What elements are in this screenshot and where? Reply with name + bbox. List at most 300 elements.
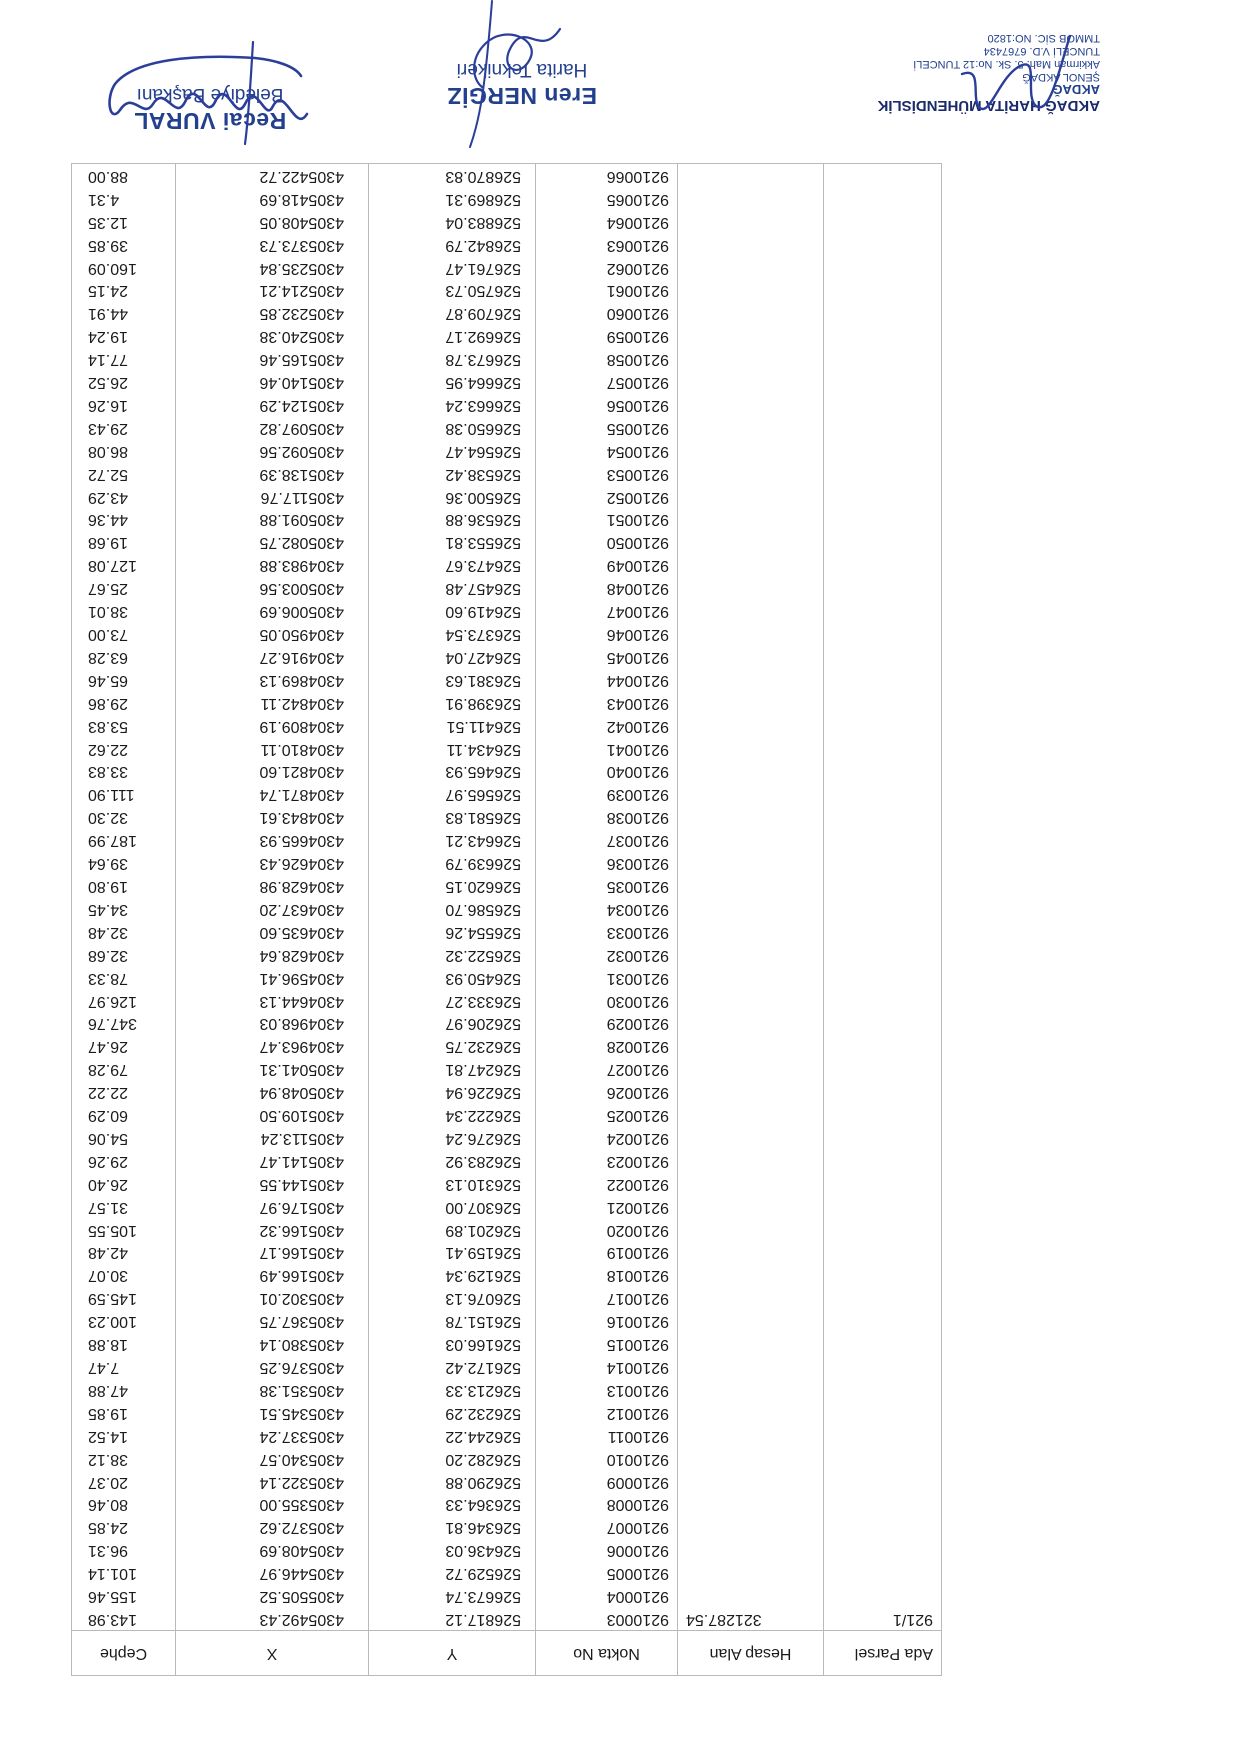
header-nokta-no: Nokta No — [536, 1631, 678, 1676]
cell-ada-parsel — [824, 1584, 942, 1607]
cell-ada-parsel — [824, 1218, 942, 1241]
cell-nokta-no: 9210045 — [536, 645, 678, 668]
cell-x: 4304963.47 — [176, 1034, 369, 1057]
cell-ada-parsel — [824, 233, 942, 256]
cell-x: 4305235.84 — [176, 256, 369, 279]
cell-y: 526581.83 — [369, 805, 536, 828]
table-row — [72, 691, 942, 714]
cell-hesap-alan — [678, 851, 824, 874]
cell-x: 4304983.88 — [176, 553, 369, 576]
cell-x: 4305041.31 — [176, 1057, 369, 1080]
cell-x: 4304810.11 — [176, 737, 369, 760]
cell-cephe: 38.01 — [72, 599, 176, 622]
cell-ada-parsel — [824, 1172, 942, 1195]
cell-y: 526536.88 — [369, 508, 536, 531]
cell-y: 526538.42 — [369, 462, 536, 485]
cell-nokta-no: 9210023 — [536, 1149, 678, 1172]
cell-x: 4305408.69 — [176, 1538, 369, 1561]
cell-ada-parsel — [824, 1401, 942, 1424]
cell-y: 526276.24 — [369, 1126, 536, 1149]
cell-y: 526436.03 — [369, 1538, 536, 1561]
cell-y: 526692.17 — [369, 324, 536, 347]
cell-y: 526411.51 — [369, 714, 536, 737]
cell-cephe: 16.26 — [72, 393, 176, 416]
cell-nokta-no: 9210032 — [536, 943, 678, 966]
cell-hesap-alan — [678, 1401, 824, 1424]
cell-hesap-alan — [678, 828, 824, 851]
cell-hesap-alan — [678, 1309, 824, 1332]
cell-hesap-alan — [678, 462, 824, 485]
cell-cephe: 44.91 — [72, 301, 176, 324]
table-row — [72, 233, 942, 256]
cell-nokta-no: 9210040 — [536, 760, 678, 783]
cell-y: 526457.48 — [369, 576, 536, 599]
cell-hesap-alan — [678, 1080, 824, 1103]
cell-x: 4304626.43 — [176, 851, 369, 874]
cell-nokta-no: 9210011 — [536, 1424, 678, 1447]
cell-cephe: 143.98 — [72, 1607, 176, 1630]
cell-x: 4305372.62 — [176, 1515, 369, 1538]
cell-ada-parsel — [824, 828, 942, 851]
cell-ada-parsel — [824, 1103, 942, 1126]
table-row — [72, 828, 942, 851]
cell-y: 526842.79 — [369, 233, 536, 256]
cell-ada-parsel — [824, 668, 942, 691]
cell-ada-parsel — [824, 1012, 942, 1035]
header-cephe: Cephe — [72, 1631, 176, 1676]
cell-cephe: 18.88 — [72, 1332, 176, 1355]
cell-hesap-alan — [678, 737, 824, 760]
cell-nokta-no: 9210009 — [536, 1470, 678, 1493]
cell-nokta-no: 9210053 — [536, 462, 678, 485]
cell-cephe: 105.55 — [72, 1218, 176, 1241]
cell-nokta-no: 9210058 — [536, 347, 678, 370]
cell-nokta-no: 9210031 — [536, 966, 678, 989]
table-row — [72, 622, 942, 645]
cell-cephe: 39.85 — [72, 233, 176, 256]
table-row — [72, 1012, 942, 1035]
cell-nokta-no: 9210055 — [536, 416, 678, 439]
stamp-signature — [950, 26, 1080, 136]
table-row — [72, 1424, 942, 1447]
cell-nokta-no: 9210050 — [536, 531, 678, 554]
mayor-name: Recai VURAL — [133, 108, 287, 134]
table-row — [72, 1286, 942, 1309]
cell-cephe: 160.09 — [72, 256, 176, 279]
cell-ada-parsel — [824, 531, 942, 554]
cell-nokta-no: 9210008 — [536, 1493, 678, 1516]
table-row — [72, 324, 942, 347]
cell-nokta-no: 9210033 — [536, 920, 678, 943]
cell-ada-parsel — [824, 1195, 942, 1218]
cell-nokta-no: 9210036 — [536, 851, 678, 874]
cell-y: 526761.47 — [369, 256, 536, 279]
cell-hesap-alan — [678, 1355, 824, 1378]
cell-nokta-no: 9210059 — [536, 324, 678, 347]
cell-y: 526346.81 — [369, 1515, 536, 1538]
cell-y: 526381.63 — [369, 668, 536, 691]
stamp-line: TUNCELİ V.D. 6767434 — [983, 45, 1100, 57]
cell-cephe: 111.90 — [72, 782, 176, 805]
cell-nokta-no: 9210020 — [536, 1218, 678, 1241]
cell-ada-parsel — [824, 943, 942, 966]
cell-nokta-no: 9210047 — [536, 599, 678, 622]
cell-y: 526166.03 — [369, 1332, 536, 1355]
cell-cephe: 39.64 — [72, 851, 176, 874]
cell-y: 526310.13 — [369, 1172, 536, 1195]
cell-x: 4305117.76 — [176, 485, 369, 508]
cell-x: 4305345.51 — [176, 1401, 369, 1424]
cell-nokta-no: 9210049 — [536, 553, 678, 576]
cell-hesap-alan — [678, 1447, 824, 1470]
cell-y: 526232.29 — [369, 1401, 536, 1424]
table-row — [72, 1218, 942, 1241]
cell-y: 526222.34 — [369, 1103, 536, 1126]
cell-hesap-alan — [678, 1103, 824, 1126]
cell-ada-parsel — [824, 966, 942, 989]
cell-y: 526172.42 — [369, 1355, 536, 1378]
table-row — [72, 1378, 942, 1401]
cell-hesap-alan — [678, 1493, 824, 1516]
cell-cephe: 34.45 — [72, 897, 176, 920]
cell-x: 4304871.74 — [176, 782, 369, 805]
cell-nokta-no: 9210034 — [536, 897, 678, 920]
table-row — [72, 576, 942, 599]
cell-cephe: 79.28 — [72, 1057, 176, 1080]
table-row — [72, 1080, 942, 1103]
cell-nokta-no: 9210060 — [536, 301, 678, 324]
table-row — [72, 485, 942, 508]
cell-hesap-alan — [678, 943, 824, 966]
cell-nokta-no: 9210016 — [536, 1309, 678, 1332]
table-row — [72, 1515, 942, 1538]
table-row — [72, 1149, 942, 1172]
cell-x: 4305176.97 — [176, 1195, 369, 1218]
cell-ada-parsel — [824, 1241, 942, 1264]
table-row — [72, 439, 942, 462]
cell-x: 4304869.13 — [176, 668, 369, 691]
cell-y: 526333.27 — [369, 989, 536, 1012]
cell-nokta-no: 9210056 — [536, 393, 678, 416]
cell-y: 526586.70 — [369, 897, 536, 920]
cell-x: 4305166.49 — [176, 1264, 369, 1287]
cell-cephe: 7.47 — [72, 1355, 176, 1378]
cell-nokta-no: 9210043 — [536, 691, 678, 714]
cell-ada-parsel — [824, 1378, 942, 1401]
cell-ada-parsel — [824, 370, 942, 393]
cell-nokta-no: 9210038 — [536, 805, 678, 828]
cell-ada-parsel — [824, 1080, 942, 1103]
cell-ada-parsel — [824, 1309, 942, 1332]
cell-hesap-alan — [678, 1286, 824, 1309]
cell-cephe: 19.80 — [72, 874, 176, 897]
cell-ada-parsel — [824, 553, 942, 576]
cell-hesap-alan — [678, 622, 824, 645]
cell-hesap-alan — [678, 645, 824, 668]
cell-y: 526620.15 — [369, 874, 536, 897]
cell-cephe: 26.47 — [72, 1034, 176, 1057]
cell-x: 4304843.61 — [176, 805, 369, 828]
cell-y: 526500.36 — [369, 485, 536, 508]
cell-cephe: 65.46 — [72, 668, 176, 691]
cell-hesap-alan — [678, 210, 824, 233]
cell-ada-parsel — [824, 874, 942, 897]
cell-y: 526290.88 — [369, 1470, 536, 1493]
table-row — [72, 1103, 942, 1126]
cell-y: 526398.91 — [369, 691, 536, 714]
cell-ada-parsel — [824, 576, 942, 599]
cell-x: 4304842.11 — [176, 691, 369, 714]
cell-x: 4305351.38 — [176, 1378, 369, 1401]
cell-hesap-alan — [678, 1218, 824, 1241]
cell-ada-parsel — [824, 324, 942, 347]
cell-hesap-alan — [678, 714, 824, 737]
table-row — [72, 805, 942, 828]
cell-y: 526673.74 — [369, 1584, 536, 1607]
cell-x: 4305165.46 — [176, 347, 369, 370]
cell-cephe: 24.85 — [72, 1515, 176, 1538]
cell-cephe: 63.28 — [72, 645, 176, 668]
cell-hesap-alan — [678, 393, 824, 416]
cell-x: 4305422.72 — [176, 164, 369, 187]
cell-x: 4305376.25 — [176, 1355, 369, 1378]
cell-hesap-alan — [678, 279, 824, 302]
cell-hesap-alan — [678, 1195, 824, 1218]
cell-cephe: 26.40 — [72, 1172, 176, 1195]
cell-x: 4305322.14 — [176, 1470, 369, 1493]
cell-hesap-alan — [678, 1172, 824, 1195]
table-row — [72, 1264, 942, 1287]
cell-ada-parsel — [824, 920, 942, 943]
cell-ada-parsel — [824, 439, 942, 462]
table-row — [72, 1607, 942, 1630]
cell-x: 4305141.47 — [176, 1149, 369, 1172]
cell-y: 526427.04 — [369, 645, 536, 668]
cell-nokta-no: 9210024 — [536, 1126, 678, 1149]
cell-y: 526226.94 — [369, 1080, 536, 1103]
cell-x: 4305355.00 — [176, 1493, 369, 1516]
cell-ada-parsel — [824, 187, 942, 210]
cell-cephe: 29.26 — [72, 1149, 176, 1172]
technician-signature — [450, 0, 580, 149]
cell-nokta-no: 9210057 — [536, 370, 678, 393]
cell-cephe: 4.31 — [72, 187, 176, 210]
table-row — [72, 897, 942, 920]
cell-x: 4305505.52 — [176, 1584, 369, 1607]
cell-y: 526564.47 — [369, 439, 536, 462]
cell-ada-parsel — [824, 737, 942, 760]
cell-x: 4305003.56 — [176, 576, 369, 599]
cell-hesap-alan — [678, 485, 824, 508]
cell-y: 526553.81 — [369, 531, 536, 554]
cell-ada-parsel — [824, 1264, 942, 1287]
cell-x: 4304916.27 — [176, 645, 369, 668]
cell-nokta-no: 9210052 — [536, 485, 678, 508]
cell-cephe: 187.99 — [72, 828, 176, 851]
cell-x: 4304628.98 — [176, 874, 369, 897]
table-row — [72, 989, 942, 1012]
cell-cephe: 127.08 — [72, 553, 176, 576]
table-row — [72, 966, 942, 989]
cell-y: 526247.81 — [369, 1057, 536, 1080]
cell-nokta-no: 9210041 — [536, 737, 678, 760]
cell-hesap-alan — [678, 1378, 824, 1401]
cell-cephe: 42.48 — [72, 1241, 176, 1264]
cell-y: 526554.26 — [369, 920, 536, 943]
cell-hesap-alan — [678, 324, 824, 347]
cell-hesap-alan — [678, 1264, 824, 1287]
cell-hesap-alan — [678, 760, 824, 783]
cell-nokta-no: 9210026 — [536, 1080, 678, 1103]
cell-y: 526151.78 — [369, 1309, 536, 1332]
cell-cephe: 155.46 — [72, 1584, 176, 1607]
cell-cephe: 29.43 — [72, 416, 176, 439]
cell-hesap-alan: 321287.54 — [678, 1607, 824, 1630]
cell-hesap-alan — [678, 1149, 824, 1172]
cell-x: 4305048.94 — [176, 1080, 369, 1103]
cell-y: 526869.31 — [369, 187, 536, 210]
table-row — [72, 874, 942, 897]
cell-y: 526201.89 — [369, 1218, 536, 1241]
table-row — [72, 599, 942, 622]
table-row — [72, 347, 942, 370]
cell-hesap-alan — [678, 782, 824, 805]
cell-nokta-no: 9210042 — [536, 714, 678, 737]
cell-ada-parsel — [824, 760, 942, 783]
table-row — [72, 760, 942, 783]
table-row — [72, 1034, 942, 1057]
cell-ada-parsel — [824, 714, 942, 737]
cell-y: 526673.78 — [369, 347, 536, 370]
stamp-firm: AKDAĞ HARİTA MÜHENDİSLİK — [877, 97, 1100, 114]
cell-x: 4305446.97 — [176, 1561, 369, 1584]
cell-hesap-alan — [678, 1034, 824, 1057]
cell-y: 526434.11 — [369, 737, 536, 760]
cell-x: 4304665.93 — [176, 828, 369, 851]
cell-cephe: 22.22 — [72, 1080, 176, 1103]
cell-ada-parsel — [824, 1561, 942, 1584]
cell-ada-parsel — [824, 416, 942, 439]
cell-y: 526643.21 — [369, 828, 536, 851]
cell-x: 4305144.55 — [176, 1172, 369, 1195]
table-row — [72, 1355, 942, 1378]
stamp-line: TMMOB SİC. NO:1820 — [987, 32, 1100, 44]
cell-x: 4305373.73 — [176, 233, 369, 256]
table-row — [72, 714, 942, 737]
table-row — [72, 462, 942, 485]
cell-ada-parsel — [824, 599, 942, 622]
cell-nokta-no: 9210048 — [536, 576, 678, 599]
table-row — [72, 1584, 942, 1607]
cell-cephe: 96.31 — [72, 1538, 176, 1561]
cell-x: 4304596.41 — [176, 966, 369, 989]
cell-ada-parsel — [824, 989, 942, 1012]
cell-y: 526639.79 — [369, 851, 536, 874]
cell-y: 526709.87 — [369, 301, 536, 324]
table-row — [72, 256, 942, 279]
cell-ada-parsel — [824, 897, 942, 920]
cell-nokta-no: 9210019 — [536, 1241, 678, 1264]
cell-nokta-no: 9210039 — [536, 782, 678, 805]
stamp-line: ŞENOL AKDAĞ — [1022, 71, 1100, 83]
cell-nokta-no: 9210015 — [536, 1332, 678, 1355]
cell-cephe: 60.29 — [72, 1103, 176, 1126]
cell-x: 4304968.03 — [176, 1012, 369, 1035]
cell-ada-parsel — [824, 1424, 942, 1447]
cell-y: 526465.93 — [369, 760, 536, 783]
cell-cephe: 126.97 — [72, 989, 176, 1012]
cell-ada-parsel — [824, 1034, 942, 1057]
cell-x: 4304635.60 — [176, 920, 369, 943]
cell-y: 526650.38 — [369, 416, 536, 439]
cell-y: 526244.22 — [369, 1424, 536, 1447]
cell-x: 4304950.05 — [176, 622, 369, 645]
cell-x: 4305302.01 — [176, 1286, 369, 1309]
cell-nokta-no: 9210005 — [536, 1561, 678, 1584]
cell-y: 526870.83 — [369, 164, 536, 187]
table-row — [72, 553, 942, 576]
cell-x: 4304628.64 — [176, 943, 369, 966]
cell-ada-parsel — [824, 851, 942, 874]
cell-cephe: 24.15 — [72, 279, 176, 302]
cell-x: 4305091.88 — [176, 508, 369, 531]
cell-x: 4305166.32 — [176, 1218, 369, 1241]
cell-hesap-alan — [678, 256, 824, 279]
mayor-signature — [100, 39, 315, 154]
cell-cephe: 347.76 — [72, 1012, 176, 1035]
cell-nokta-no: 9210013 — [536, 1378, 678, 1401]
cell-nokta-no: 9210051 — [536, 508, 678, 531]
cell-x: 4304637.20 — [176, 897, 369, 920]
cell-cephe: 43.29 — [72, 485, 176, 508]
cell-nokta-no: 9210063 — [536, 233, 678, 256]
cell-cephe: 47.88 — [72, 1378, 176, 1401]
cell-nokta-no: 9210035 — [536, 874, 678, 897]
cell-nokta-no: 9210021 — [536, 1195, 678, 1218]
cell-hesap-alan — [678, 1538, 824, 1561]
cell-y: 526750.73 — [369, 279, 536, 302]
cell-cephe: 86.08 — [72, 439, 176, 462]
cell-ada-parsel — [824, 279, 942, 302]
cell-hesap-alan — [678, 576, 824, 599]
cell-x: 4305113.24 — [176, 1126, 369, 1149]
cell-hesap-alan — [678, 599, 824, 622]
stamp-line: Akkirman Mah. 5. Sk. No:12 TUNCELİ — [913, 58, 1100, 70]
cell-hesap-alan — [678, 553, 824, 576]
cell-x: 4305140.46 — [176, 370, 369, 393]
cell-nokta-no: 9210029 — [536, 1012, 678, 1035]
table-row — [72, 1447, 942, 1470]
cell-ada-parsel — [824, 1447, 942, 1470]
cell-x: 4305214.21 — [176, 279, 369, 302]
cell-nokta-no: 9210037 — [536, 828, 678, 851]
cell-hesap-alan — [678, 668, 824, 691]
cell-nokta-no: 9210022 — [536, 1172, 678, 1195]
cell-hesap-alan — [678, 1561, 824, 1584]
cell-x: 4305380.14 — [176, 1332, 369, 1355]
cell-x: 4304809.19 — [176, 714, 369, 737]
cell-y: 526565.97 — [369, 782, 536, 805]
cell-nokta-no: 9210027 — [536, 1057, 678, 1080]
cell-y: 526159.41 — [369, 1241, 536, 1264]
cell-ada-parsel — [824, 256, 942, 279]
table-row — [72, 393, 942, 416]
technician-title: Harita Teknikeri — [456, 59, 588, 80]
cell-y: 526206.97 — [369, 1012, 536, 1035]
cell-cephe: 19.85 — [72, 1401, 176, 1424]
table-row — [72, 1172, 942, 1195]
cell-y: 526664.95 — [369, 370, 536, 393]
